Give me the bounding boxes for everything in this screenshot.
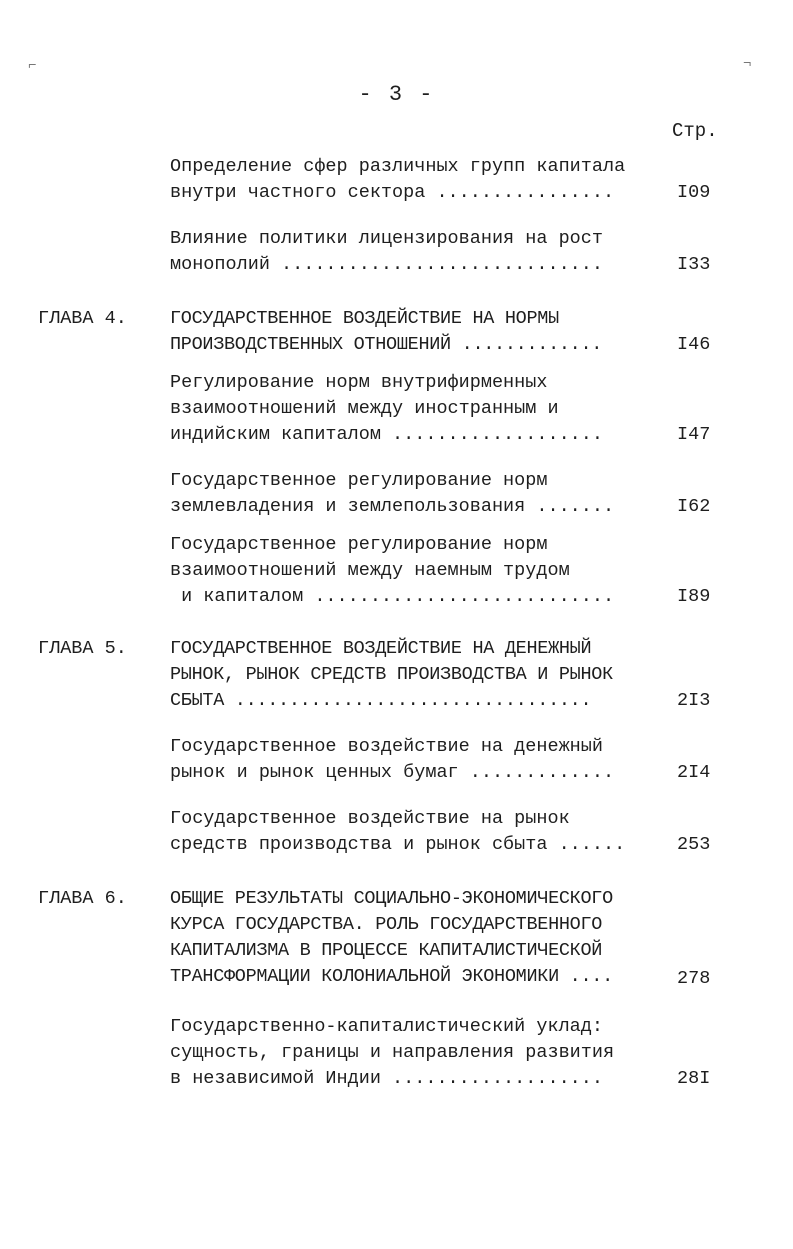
title-line: взаимоотношений между наемным трудом bbox=[170, 560, 570, 581]
title-line: землевладения и землепользования ....... bbox=[170, 496, 615, 517]
title-line: ТРАНСФОРМАЦИИ КОЛОНИАЛЬНОЙ ЭКОНОМИКИ .... bbox=[170, 966, 613, 987]
chapter-label: ГЛАВА 4. bbox=[38, 308, 127, 329]
title-line: Определение сфер различных групп капитала bbox=[170, 156, 626, 177]
page-ref: I89 bbox=[677, 586, 711, 607]
title-line: взаимоотношений между иностранным и bbox=[170, 398, 559, 419]
entry-title bbox=[170, 806, 625, 858]
page-ref: I33 bbox=[677, 254, 711, 275]
title-line: и капиталом ........................... bbox=[170, 586, 615, 607]
page-ref: I62 bbox=[677, 496, 711, 517]
page-ref: I47 bbox=[677, 424, 711, 445]
entry-title bbox=[170, 226, 603, 278]
title-line: рынок и рынок ценных бумаг ............. bbox=[170, 762, 615, 783]
page-ref: 253 bbox=[677, 834, 711, 855]
page-ref: I46 bbox=[677, 334, 711, 355]
page-ref: I09 bbox=[677, 182, 711, 203]
title-line: внутри частного сектора ................ bbox=[170, 182, 615, 203]
corner-mark-top-left: ⌐ bbox=[28, 58, 37, 74]
title-line: Влияние политики лицензирования на рост bbox=[170, 228, 603, 249]
title-line: Государственное воздействие на денежный bbox=[170, 736, 603, 757]
chapter-label: ГЛАВА 6. bbox=[38, 888, 127, 909]
title-line: ГОСУДАРСТВЕННОЕ ВОЗДЕЙСТВИЕ НА НОРМЫ bbox=[170, 308, 559, 329]
page-number: - 3 - bbox=[358, 82, 435, 107]
entry-title bbox=[170, 636, 613, 714]
entry-title bbox=[170, 886, 613, 990]
title-line: СБЫТА ................................. bbox=[170, 690, 592, 711]
page-ref: 28I bbox=[677, 1068, 711, 1089]
title-line: ПРОИЗВОДСТВЕННЫХ ОТНОШЕНИЙ ............. bbox=[170, 334, 603, 355]
title-line: ОБЩИЕ РЕЗУЛЬТАТЫ СОЦИАЛЬНО-ЭКОНОМИЧЕСКОГО bbox=[170, 888, 613, 909]
title-line: Государственно-капиталистический уклад: bbox=[170, 1016, 603, 1037]
title-line: РЫНОК, РЫНОК СРЕДСТВ ПРОИЗВОДСТВА И РЫНОК bbox=[170, 664, 613, 685]
title-line: средств производства и рынок сбыта ...... bbox=[170, 834, 626, 855]
corner-mark-top-right: ¬ bbox=[743, 56, 752, 72]
title-line: КУРСА ГОСУДАРСТВА. РОЛЬ ГОСУДАРСТВЕННОГО bbox=[170, 914, 603, 935]
page-ref: 2I3 bbox=[677, 690, 711, 711]
page-ref: 2I4 bbox=[677, 762, 711, 783]
title-line: Государственное воздействие на рынок bbox=[170, 808, 570, 829]
title-line: Государственное регулирование норм bbox=[170, 470, 548, 491]
title-line: сущность, границы и направления развития bbox=[170, 1042, 615, 1063]
entry-title bbox=[170, 734, 614, 786]
title-line: КАПИТАЛИЗМА В ПРОЦЕССЕ КАПИТАЛИСТИЧЕСКОЙ bbox=[170, 940, 603, 961]
page-column-header: Стр. bbox=[672, 120, 718, 142]
entry-title bbox=[170, 154, 625, 206]
title-line: индийским капиталом ................... bbox=[170, 424, 603, 445]
title-line: монополий ............................. bbox=[170, 254, 603, 275]
title-line: ГОСУДАРСТВЕННОЕ ВОЗДЕЙСТВИЕ НА ДЕНЕЖНЫЙ bbox=[170, 638, 592, 659]
entry-title bbox=[170, 468, 614, 520]
title-line: Регулирование норм внутрифирменных bbox=[170, 372, 548, 393]
entry-title bbox=[170, 532, 614, 610]
entry-title bbox=[170, 1014, 614, 1092]
title-line: в независимой Индии ................... bbox=[170, 1068, 603, 1089]
title-line: Государственное регулирование норм bbox=[170, 534, 548, 555]
page-ref: 278 bbox=[677, 968, 711, 989]
entry-title bbox=[170, 370, 603, 448]
chapter-label: ГЛАВА 5. bbox=[38, 638, 127, 659]
entry-title bbox=[170, 306, 602, 358]
